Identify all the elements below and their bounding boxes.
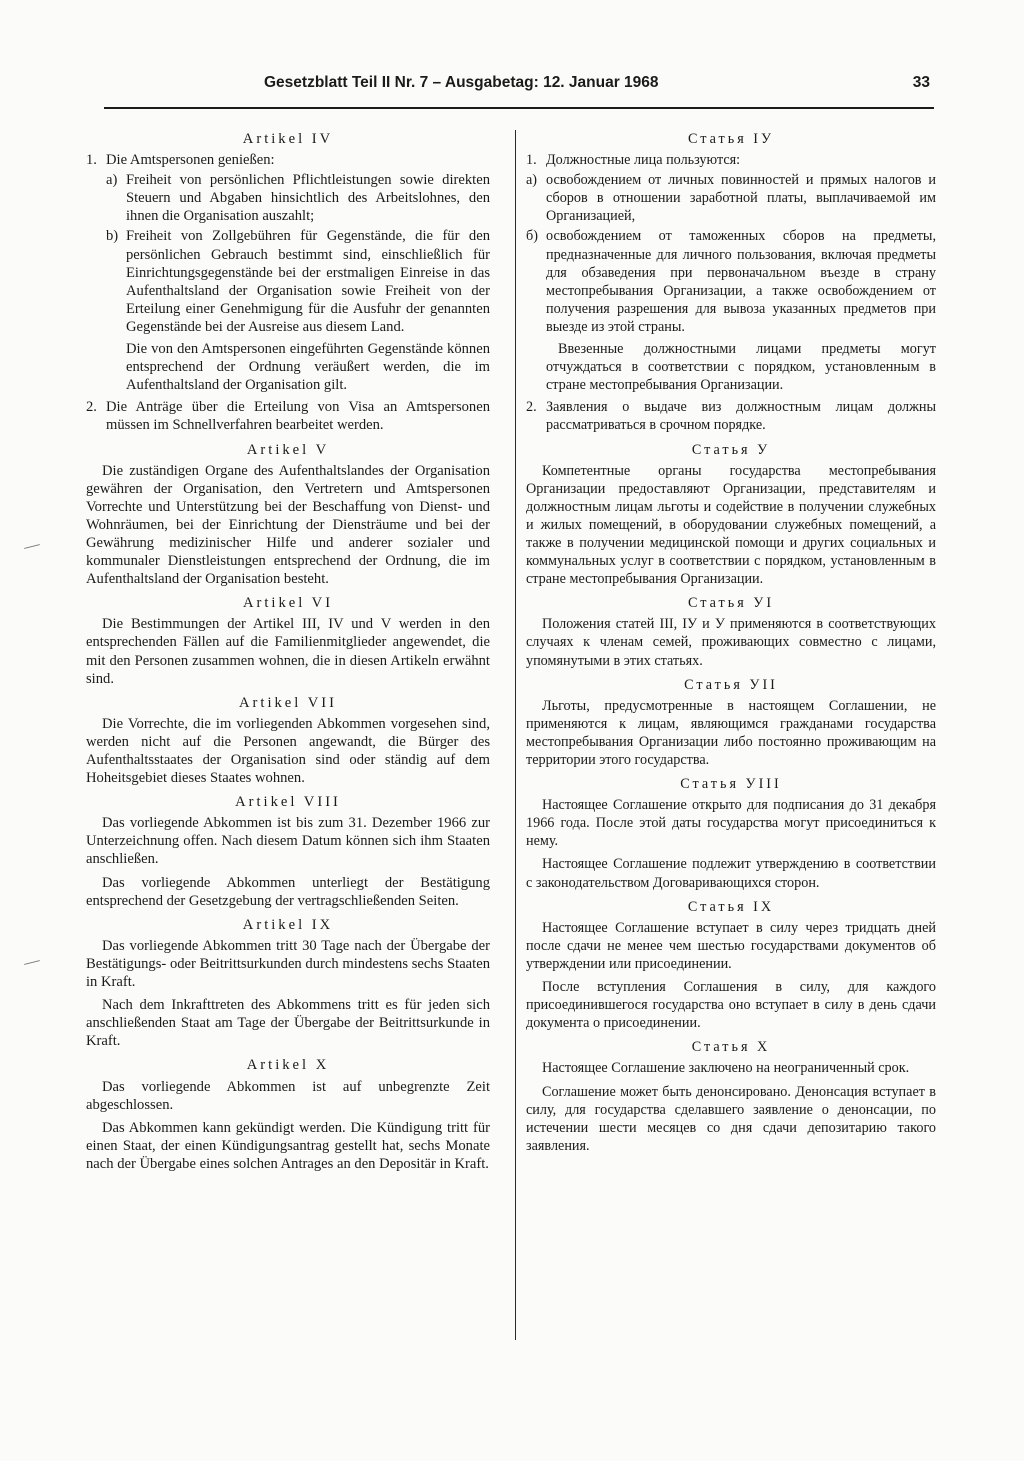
paragraph: Соглашение может быть денонсировано. Денонсация вступает в силу, для государства сделавшего заявление о денонсации, по истечении шести месяцев со дня сдачи депозитарию такого заявления. (526, 1083, 936, 1154)
paragraph-text: Заявления о выдаче виз должностным лицам должны рассматриваться в срочном порядке. (546, 399, 936, 434)
russian-column (526, 130, 936, 1157)
article-heading: Artikel X (246, 1057, 330, 1074)
article-heading: Artikel V (246, 441, 330, 458)
sub-item-label: a) (106, 172, 118, 189)
paragraph: Льготы, предусмотренные в настоящем Соглашении, не применяются к лицам, являющимся гражданами государства местопребывания Организации либо постоянно проживающим на территории этого государства. (526, 697, 936, 768)
paragraph: Die Vorrechte, die im vorliegenden Abkommen vorgesehen sind, werden nicht auf die Personen angewandt, die Bürger des Aufenthaltsstaates der Organisation sind oder ständig auf dem Hoheitsgebiet dieses Staates wohnen. (86, 715, 490, 787)
paragraph: Das Abkommen kann gekündigt werden. Die Kündigung tritt für einen Staat, der einen Kündigungsantrag gestellt hat, sechs Monate nach der Übergabe eines solchen Antrages an den Depositär in Kraft. (86, 1119, 490, 1172)
paragraph: Настоящее Соглашение открыто для подписания до 31 декабря 1966 года. После этой даты государства могут присоединиться к нему. (526, 797, 936, 850)
article-heading: Статья IУ (687, 131, 775, 147)
margin-mark (24, 960, 40, 965)
paragraph: Das vorliegende Abkommen ist auf unbegrenzte Zeit abgeschlossen. (86, 1078, 490, 1113)
paragraph: После вступления Соглашения в силу, для каждого присоединившегося государства оно вступает в силу в день сдачи документа о присоединении. (526, 979, 936, 1032)
paragraph: Das vorliegende Abkommen unterliegt der Bestätigung entsprechend der Gesetzgebung der vertragschließenden Seiten. (86, 874, 490, 909)
sub-item-label: а) (526, 172, 538, 189)
article-heading: Статья IX (687, 898, 775, 915)
sub-item-text: освобождением от личных повинностей и прямых налогов и сборов в отношении заработной платы, выплачиваемой им Организацией, (546, 172, 936, 225)
numbered-paragraph (526, 398, 936, 434)
article-heading: Статья У (691, 441, 771, 458)
sub-item-label: b) (106, 228, 119, 245)
numbered-paragraph (526, 151, 936, 169)
paragraph-number: 1. (86, 152, 97, 169)
paragraph-number: 2. (86, 399, 97, 416)
paragraph: Das vorliegende Abkommen ist bis zum 31. Dezember 1966 zur Unterzeichnung offen. Nach diesem Datum können sich ihm Staaten anschließen. (86, 815, 490, 868)
paragraph: Положения статей III, IУ и У применяются в соответствующих случаях к членам семей, проживающих совместно с лицами, упомянутыми в этих статьях. (526, 616, 936, 669)
paragraph: Компетентные органы государства местопребывания Организации предоставляют Организации, представителям и должностным лицам льготы и содействие в получении служебных и жилых помещений, в оборудовании служебных помещений, а также в получении медицинской помощи и других социальных и коммунальных услуг в соответствии с порядком, установленным в стране местопребывания Организации. (526, 462, 936, 588)
sub-item (526, 171, 936, 225)
paragraph: Die Bestimmungen der Artikel III, IV und V werden in den entsprechenden Fällen auf die Familienmitglieder angewendet, die mit den Personen zusammen wohnen, die in diesen Artikeln erwähnt sind. (86, 616, 490, 687)
paragraph: Настоящее Соглашение заключено на неограниченный срок. (542, 1060, 910, 1077)
paragraph: Nach dem Inkrafttreten des Abkommens tritt es für jeden sich anschließenden Staat am Tage der Übergabe der Beitrittsurkunde in Kraft. (86, 997, 490, 1050)
article-heading: Artikel VI (242, 595, 334, 612)
paragraph-number: 1. (526, 152, 537, 169)
paragraph: Die zuständigen Organe des Aufenthaltslandes der Organisation gewähren der Organisation, den Vertretern und Amtspersonen Vorrechte und Unterstützung bei der Beschaffung von Dienst- und Wohnräumen, bei der Einrichtung der Diensträume und bei der Gewährung medizinischer Hilfe und anderer sozialer und kommunaler Dienstleistungen entsprechend der Ordnung, die im Aufenthaltsland der Organisation besteht. (86, 462, 490, 588)
running-head: Gesetzblatt Teil II Nr. 7 – Ausgabetag: 12. Januar 1968 (264, 74, 659, 91)
sub-item-continuation: Ввезенные должностными лицами предметы могут отчуждаться в соответствии с порядком, установленным в стране местопребывания Организации. (546, 341, 936, 394)
sub-item-text: освобождением от таможенных сборов на предметы, предназначенные для личного пользования, включая предметы для обзаведения при первоначальном въезде в страну местопребывания Организации, а также освобождением от получения разрешения для вывоза указанных предметов при выезде из этой страны. (546, 228, 936, 335)
margin-mark (24, 544, 40, 549)
numbered-paragraph (86, 151, 490, 169)
article-heading: Статья X (691, 1039, 771, 1056)
column-divider (515, 130, 516, 1340)
numbered-paragraph (86, 398, 490, 434)
paragraph-number: 2. (526, 399, 537, 416)
article-heading: Artikel VIII (235, 794, 341, 811)
article-heading: Статья УIII (680, 776, 782, 793)
sub-item (526, 227, 936, 336)
page-header (104, 74, 930, 98)
sub-item (106, 227, 490, 336)
paragraph-text: Die Amtspersonen genießen: (106, 152, 275, 169)
paragraph-text: Die Anträge über die Erteilung von Visa an Amtspersonen müssen im Schnellverfahren bearbeitet werden. (106, 399, 490, 434)
sub-item-text: Freiheit von Zollgebühren für Gegenstände, die für den persönlichen Gebrauch bestimmt sind, einschließlich für Einrichtungsgegenstände bei der erstmaligen Einreise in das Aufenthaltsland der Organisation sowie Freiheit von der Erteilung einer Genehmigung für die Ausfuhr der genannten Gegenstände bei der Ausreise aus diesem Land. (126, 228, 490, 335)
paragraph: Настоящее Соглашение вступает в силу через тридцать дней после сдачи не менее чем шестью государствами документов об утверждении или присоединении. (526, 919, 936, 972)
sub-item-label: б) (526, 228, 538, 245)
article-heading: Статья УI (687, 595, 775, 612)
paragraph: Das vorliegende Abkommen tritt 30 Tage nach der Übergabe der Bestätigungs- oder Beitrittsurkunden durch mindestens sechs Staaten in Kraft. (86, 937, 490, 991)
article-heading: Статья УII (684, 676, 778, 693)
german-column (86, 130, 490, 1175)
header-rule (104, 107, 934, 109)
paragraph-text: Должностные лица пользуются: (546, 152, 741, 169)
page-number: 33 (912, 74, 930, 91)
sub-item (106, 171, 490, 225)
article-heading: Artikel IV (242, 131, 334, 147)
sub-item-text: Freiheit von persönlichen Pflichtleistungen sowie direkten Steuern und Abgaben hinsichtlich des Arbeitslohnes, den ihnen die Organisation auszahlt; (126, 172, 490, 225)
paragraph: Настоящее Соглашение подлежит утверждению в соответствии с законодательством Договаривающихся сторон. (526, 856, 936, 891)
article-heading: Artikel VII (239, 694, 337, 711)
sub-item-continuation: Die von den Amtspersonen eingeführten Gegenstände können entsprechend der Ordnung veräußert werden, die im Aufenthaltsland der Organisation gilt. (126, 341, 490, 394)
article-heading: Artikel IX (242, 916, 334, 933)
